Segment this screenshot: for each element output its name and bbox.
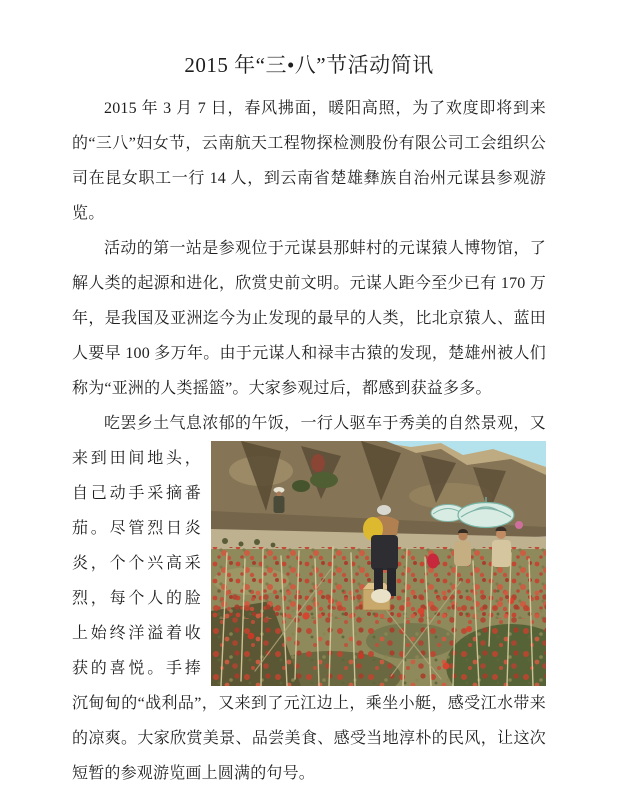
paragraph-1: 2015 年 3 月 7 日，春风拂面，暖阳高照，为了欢度即将到来的“三八”妇女节，云南航天工程物探检测股份有限公司工会组织公司在昆女职工一行 14 人，到云南省楚雄彝族自治州元谋县参观游览。 <box>72 100 546 222</box>
paragraph-3-lead: 吃罢乡土气息浓郁的午饭，一行人驱车于秀美的自然景观，又 <box>104 415 546 432</box>
page-title: 2015 年“三•八”节活动简讯 <box>184 53 434 77</box>
paragraph-3 <box>72 406 546 791</box>
green-trees <box>310 472 338 488</box>
field-photo <box>211 441 546 686</box>
tomato-field-photo-illustration <box>211 441 546 686</box>
paragraph-3-rest: 来到田间地头，自己动手采摘番茄。尽管烈日炎炎，个个兴高采烈，每个人的脸上始终洋溢着收获的喜悦。手捧沉甸甸的“战利品”，又来到了元江边上，乘坐小艇，感受江水带来的凉爽。大家欣赏美景、品尝美食、感受当地淳朴的民风，让这次短暂的参观游览画上圆满的句号。 <box>72 450 546 782</box>
red-bag <box>427 554 439 569</box>
left-person <box>274 487 285 513</box>
paragraph-2: 活动的第一站是参观位于元谋县那蚌村的元谋猿人博物馆，了解人类的起源和进化，欣赏史前文明。元谋人距今至少已有 170 万年，是我国及亚洲迄今为止发现的最早的人类，比北京猿人、蓝田人要早 100 多万年。由于元谋人和禄丰古猿的发现，楚雄州被人们称为“亚洲的人类摇篮”。大家参观过后，都感到获益多多。 <box>72 240 546 397</box>
pink-item <box>515 521 523 529</box>
red-tree <box>311 454 325 472</box>
